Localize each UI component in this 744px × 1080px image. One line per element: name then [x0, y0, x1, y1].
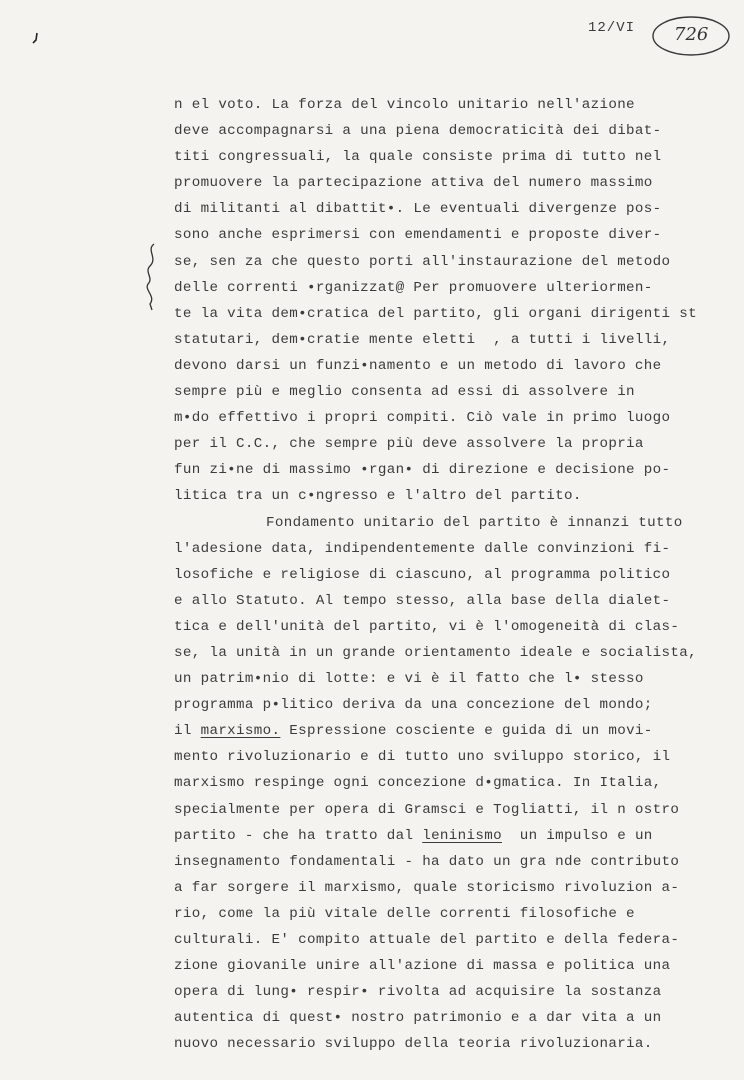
text-line: se, sen za che questo porti all'instaurazione del metodo [174, 253, 671, 270]
archive-number-stamp [650, 14, 732, 58]
text-line: tica e dell'unità del partito, vi è l'omogeneità di clas- [174, 618, 680, 635]
text-line: promuovere la partecipazione attiva del numero massimo [174, 175, 653, 192]
text-line: n el voto. La forza del vincolo unitario nell'azione [174, 97, 635, 113]
paragraph-start-line: Fondamento unitario del partito è innanzi tutto [266, 514, 683, 531]
text-line: rio, come la più vitale delle correnti filosofiche e [174, 905, 635, 922]
text-line: nuovo necessario sviluppo della teoria rivoluzionaria. [174, 1036, 653, 1053]
text-line-underlined: partito - che ha tratto dal leninismo un impulso e un [174, 827, 653, 844]
text-line: insegnamento fondamentali - ha dato un gra nde contributo [174, 853, 680, 870]
text-line: fun zi•ne di massimo •rgan• di direzione e decisione po- [174, 462, 671, 479]
text-line: e allo Statuto. Al tempo stesso, alla base della dialet- [174, 592, 671, 609]
text-line: statutari, dem•cratie mente eletti , a tutti i livelli, [174, 331, 671, 348]
text-line: mento rivoluzionario e di tutto uno sviluppo storico, il [174, 749, 671, 766]
text-line: un patrim•nio di lotte: e vi è il fatto che l• stesso [174, 671, 644, 688]
text-line: opera di lung• respir• rivolta ad acquisire la sostanza [174, 984, 662, 1001]
document-text [174, 92, 714, 1057]
text-line: culturali. E' compito attuale del partito e della federa- [174, 932, 680, 948]
text-line: deve accompagnarsi a una piena democraticità dei dibat- [174, 123, 662, 140]
text-line: m•do effettivo i propri compiti. Ciò vale in primo luogo [174, 410, 671, 427]
margin-bracket-mark [142, 242, 160, 312]
text-line: a far sorgere il marxismo, quale storicismo rivoluzion a- [174, 879, 680, 896]
underlined-term: leninismo [422, 827, 502, 844]
text-line: sempre più e meglio consenta ad essi di assolvere in [174, 384, 635, 401]
text-line: se, la unità in un grande orientamento ideale e socialista, [174, 644, 697, 661]
text-line: zione giovanile unire all'azione di massa e politica una [174, 958, 671, 975]
archive-number: 726 [674, 24, 709, 45]
page-reference: 12/VI [588, 20, 636, 36]
text-line: sono anche esprimersi con emendamenti e proposte diver- [174, 227, 662, 244]
text-line: delle correnti •rganizzat@ Per promuovere ulteriormen- [174, 279, 653, 296]
text-line: specialmente per opera di Gramsci e Togliatti, il n ostro [174, 801, 680, 818]
underlined-term: marxismo. [200, 723, 281, 740]
text-line: l'adesione data, indipendentemente dalle convinzioni fi- [174, 540, 671, 557]
text-line: losofiche e religiose di ciascuno, al programma politico [174, 566, 671, 583]
text-line: di militanti al dibattit•. Le eventuali divergenze pos- [174, 201, 662, 218]
corner-pen-mark [32, 32, 40, 44]
text-line-underlined: il marxismo. Espressione cosciente e guida di un movi- [174, 723, 653, 740]
text-line: litica tra un c•ngresso e l'altro del partito. [174, 488, 582, 505]
text-line: autentica di quest• nostro patrimonio e a dar vita a un [174, 1010, 662, 1027]
text-line: marxismo respinge ogni concezione d•gmatica. In Italia, [174, 775, 662, 792]
text-line: titi congressuali, la quale consiste prima di tutto nel [174, 149, 662, 166]
text-line: per il C.C., che sempre più deve assolvere la propria [174, 436, 644, 453]
text-line: programma p•litico deriva da una concezione del mondo; [174, 697, 653, 714]
text-line: devono darsi un funzi•namento e un metodo di lavoro che [174, 357, 662, 374]
text-line: te la vita dem•cratica del partito, gli organi dirigenti st [174, 305, 697, 322]
